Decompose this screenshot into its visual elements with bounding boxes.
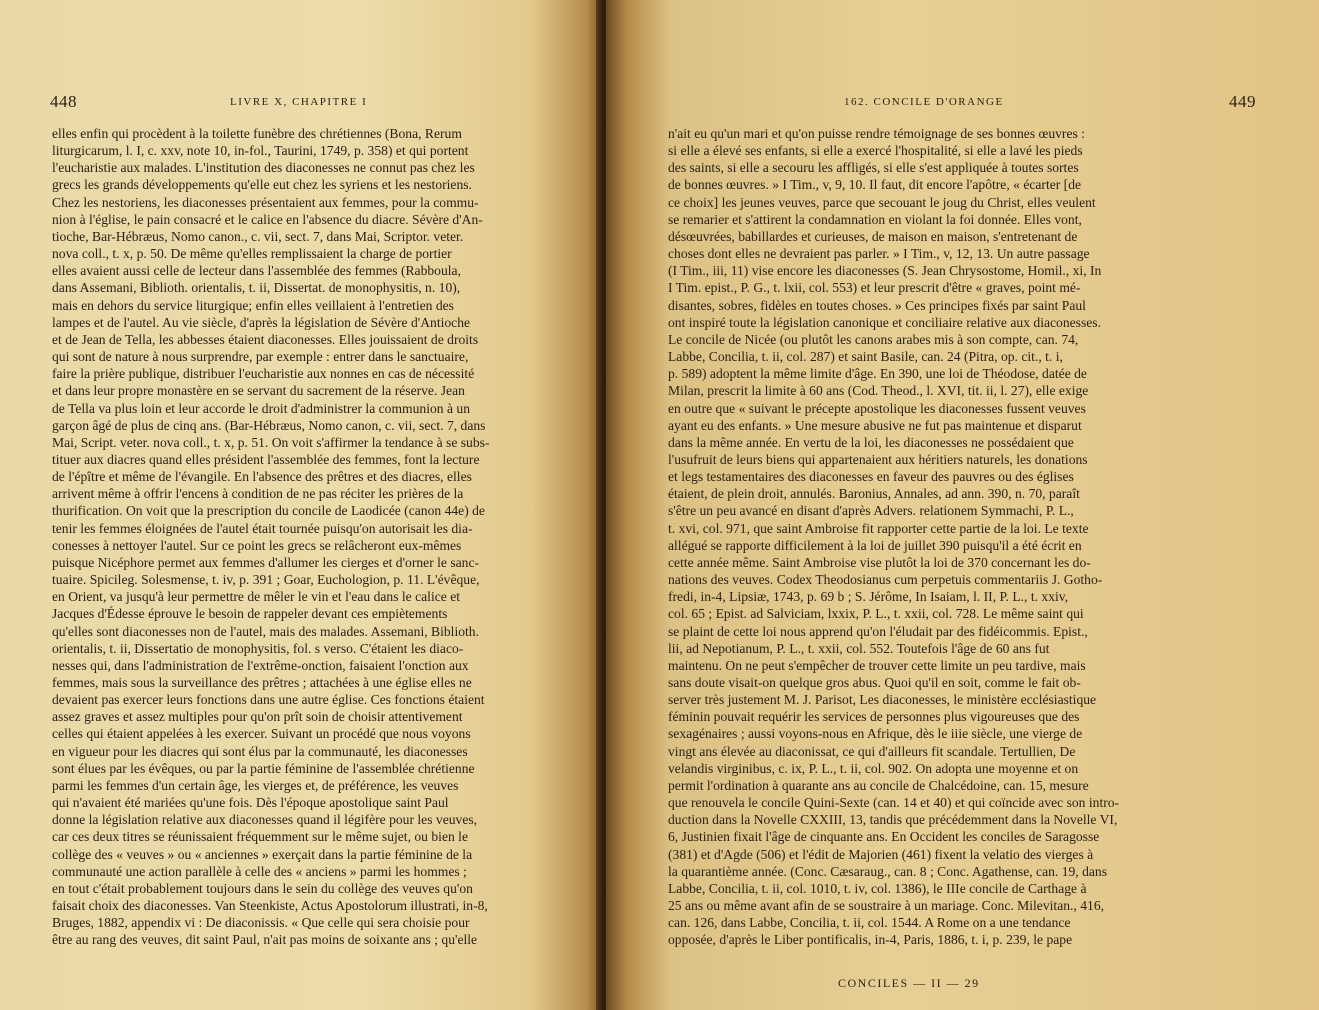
text-line: communauté une action parallèle à celle des « anciens » parmi les hommes ; — [52, 863, 467, 879]
text-line: s'être un peu avancé en disant d'après Advers. relationem Symmachi, P. L., — [668, 503, 1074, 519]
text-line: arrivent même à offrir l'encens à condition de ne pas réciter les prières de la — [52, 486, 464, 502]
text-line: de Tella va plus loin et leur accorde le droit d'administrer la communion à un — [52, 400, 470, 416]
text-line: de bonnes œuvres. » I Tim., v, 9, 10. Il faut, dit encore l'apôtre, « écarter [de — [668, 177, 1082, 193]
left-page-header — [50, 92, 570, 114]
text-line: t. xvi, col. 971, que saint Ambroise fit rapporter cette partie de la loi. Le texte — [668, 520, 1089, 536]
text-line: féminin pouvait requérir les services de personnes plus vigoureuses que des — [668, 709, 1080, 725]
text-line: lii, ad Nepotianum, P. L., t. xxii, col. 552. Toutefois l'âge de 60 ans fut — [668, 640, 1050, 656]
signature-footer: CONCILES — II — 29 — [838, 976, 980, 990]
text-line: tituer aux diacres quand elles président l'assemblée des femmes, font la lecture — [52, 451, 480, 467]
text-line: Labbe, Concilia, t. ii, col. 287) et saint Basile, can. 24 (Pitra, op. cit., t. i, — [668, 349, 1063, 365]
text-line: faire la prière publique, distribuer l'eucharistie aux nonnes en cas de nécessité — [52, 366, 475, 382]
text-line: femmes, mais sous la surveillance des prêtres ; attachées à une église elles ne — [52, 675, 472, 690]
text-line: fredi, in-4, Lipsiæ, 1743, p. 69 b ; S. Jérôme, In Isaiam, l. II, P. L., t. xxiv, — [668, 589, 1069, 605]
text-line: choses dont elles ne devraient pas parler. » I Tim., v, 12, 13. Un autre passage — [668, 246, 1090, 262]
text-line: dans la même année. En vertu de la loi, les diaconesses ne possédaient que — [668, 434, 1074, 450]
text-line: de l'épître et même de l'évangile. En l'absence des prêtres et des diacres, elles — [52, 469, 472, 485]
text-line: (381) et d'Agde (506) et l'édit de Majorien (461) fixent la velatio des vierges à — [668, 846, 1094, 862]
text-line: garçon âgé de plus de cinq ans. (Bar-Hébræus, Nomo canon, c. vii, sect. 7, dans — [52, 417, 486, 433]
text-line: tenir les femmes éloignées de l'autel était tournée puisqu'on autorisait les dia- — [52, 520, 473, 536]
text-line: n'ait eu qu'un mari et qu'on puisse rendre témoignage de ses bonnes œuvres : — [668, 126, 1085, 141]
text-line: Bruges, 1882, appendix vi : De diaconissis. « Que celle qui sera choisie pour — [52, 915, 470, 931]
text-line: l'eucharistie aux malades. L'institution des diaconesses ne connut pas chez les — [52, 160, 475, 176]
text-line: des saints, si elle a secouru les affligés, si elle s'est appliquée à toutes sortes — [668, 160, 1079, 176]
text-line: permit l'ordination à quarante ans au concile de Chalcédoine, can. 15, mesure — [668, 777, 1089, 793]
text-line: nion à l'église, le pain consacré et le calice en l'absence du diacre. Sévère d'An- — [52, 211, 483, 227]
text-line: conesses à nettoyer l'autel. Sur ce point les grecs se relâcheront eux-mêmes — [52, 537, 462, 553]
right-page-body — [668, 125, 1258, 949]
text-line: server très justement M. J. Parisot, Les diaconesses, le ministère ecclésiastique — [668, 692, 1097, 708]
text-line: disantes, sobres, fidèles en toutes choses. » Ces principes fixés par saint Paul — [668, 297, 1086, 313]
running-head: LIVRE X, CHAPITRE I — [230, 96, 368, 108]
text-line: cette année même. Saint Ambroise vise plutôt la loi de 370 concernant les do- — [668, 554, 1091, 570]
text-line: maintenu. On ne peut s'empêcher de trouver cette limite un peu tardive, mais — [668, 657, 1086, 673]
text-line: puisque Nicéphore permet aux femmes d'allumer les cierges et d'orner le sanc- — [52, 554, 480, 570]
text-line: se plaint de cette loi nous apprend qu'on l'éludait par des fidéicommis. Epist., — [668, 623, 1088, 639]
text-line: opposée, d'après le Liber pontificalis, in-4, Paris, 1886, t. i, p. 239, le pape — [668, 932, 1073, 948]
text-line: et dans leur propre monastère en se servant du sacrement de la réserve. Jean — [52, 383, 465, 399]
text-line: que renouvela le concile Quini-Sexte (can. 14 et 40) et qui coïncide avec son intro- — [668, 795, 1120, 811]
text-line: assez graves et assez multiples pour qu'on prît soin de choisir attentivement — [52, 709, 463, 725]
text-line: devaient pas exercer leurs fonctions dans une autre église. Ces fonctions étaient — [52, 692, 485, 708]
text-line: orientalis, t. ii, Dissertatio de monophysitis, fol. s verso. C'étaient les diaco- — [52, 640, 464, 656]
text-line: elles avaient aussi celle de lecteur dans l'assemblée des femmes (Rabboula, — [52, 263, 461, 279]
text-line: se remarier et s'attirent la condamnation en violant la foi donnée. Elles vont, — [668, 211, 1082, 227]
text-line: allégué se rapporte difficilement à la loi de juillet 390 puisqu'il a été écrit en — [668, 537, 1082, 553]
text-line: donne la législation relative aux diaconesses quand il légifère pour les veuves, — [52, 812, 478, 828]
text-line: désœuvrées, babillardes et curieuses, de maison en maison, s'entretenant de — [668, 228, 1078, 244]
text-line: et de Jean de Tella, les abbesses étaient diaconesses. Elles jouissaient de droits — [52, 331, 479, 347]
text-line: parmi les femmes d'un certain âge, les vierges et, de préférence, les veuves — [52, 777, 459, 793]
text-line: nova coll., t. x, p. 50. De même qu'elles remplissaient la charge de portier — [52, 246, 452, 262]
text-line: faisait choix des diaconesses. Van Steenkiste, Actus Apostolorum illustrati, in-8, — [52, 898, 488, 914]
text-line: mais en dehors du service liturgique; enfin elles veillaient à l'entretien des — [52, 297, 454, 313]
text-line: en tout c'était probablement toujours dans le sein du collège des veuves qu'on — [52, 880, 473, 896]
text-line: qui n'avaient été mariées qu'une fois. Dès l'époque apostolique saint Paul — [52, 795, 449, 811]
text-line: 25 ans ou même avant afin de se soustraire à un mariage. Conc. Milevitan., 416, — [668, 898, 1105, 914]
text-line: étaient, de plein droit, annulés. Baronius, Annales, ad ann. 390, n. 70, paraît — [668, 486, 1080, 502]
text-line: Le concile de Nicée (ou plutôt les canons arabes mis à son compte, can. 74, — [668, 331, 1079, 347]
text-line: (I Tim., iii, 11) vise encore les diaconesses (S. Jean Chrysostome, Homil., xi, In — [668, 263, 1102, 279]
text-line: thurification. On voit que la prescription du concile de Laodicée (canon 44e) de — [52, 503, 485, 519]
left-page-body — [52, 125, 570, 949]
text-line: et legs testamentaires des diaconesses en faveur des pauvres ou des églises — [668, 469, 1074, 485]
text-line: si elle a élevé ses enfants, si elle a exercé l'hospitalité, si elle a lavé les pieds — [668, 143, 1083, 159]
text-line: sont élues par les évêques, ou par la partie féminine de l'assemblée chrétienne — [52, 760, 475, 776]
text-line: lampes et de l'autel. Au vie siècle, d'après la législation de Sévère d'Antioche — [52, 314, 471, 330]
text-line: 6, Justinien fixait l'âge de cinquante ans. En Occident les conciles de Saragosse — [668, 829, 1100, 845]
text-line: être au rang des veuves, dit saint Paul, n'ait pas moins de soixante ans ; qu'elle — [52, 932, 478, 948]
text-line: en outre que « suivant le précepte apostolique les diaconesses fussent veuves — [668, 400, 1086, 416]
right-page — [606, 0, 1319, 1010]
text-line: en vigueur pour les diacres qui sont élus par la communauté, les diaconesses — [52, 743, 468, 759]
text-line: en Orient, va jusqu'à leur permettre de mêler le vin et l'eau dans le calice et — [52, 589, 460, 605]
text-line: qu'elles sont diaconesses non de l'autel, mais des malades. Assemani, Biblioth. — [52, 623, 479, 639]
text-line: Milan, prescrit la limite à 60 ans (Cod. Theod., l. XVI, tit. ii, l. 27), elle exige — [668, 383, 1089, 399]
text-line: Labbe, Concilia, t. ii, col. 1010, t. iv, col. 1386), le IIIe concile de Carthage à — [668, 880, 1087, 896]
text-line: car ces deux titres se réunissaient fréquemment sur le même sujet, ou bien le — [52, 829, 468, 845]
text-line: elles enfin qui procèdent à la toilette funèbre des chrétiennes (Bona, Rerum — [52, 126, 462, 141]
text-line: ayant eu des enfants. » Une mesure abusive ne fut pas maintenue et disparut — [668, 417, 1082, 433]
text-line: velandis virginibus, c. ix, P. L., t. ii, col. 902. On adopta une moyenne et on — [668, 760, 1079, 776]
left-page — [0, 0, 604, 1010]
text-line: p. 589) adoptent la même limite d'âge. En 390, une loi de Théodose, datée de — [668, 366, 1087, 382]
text-line: nesses qui, dans l'administration de l'extrême-onction, faisaient l'onction aux — [52, 657, 469, 673]
text-line: qui sont de nature à nous surprendre, par exemple : entrer dans le sanctuaire, — [52, 349, 469, 365]
text-line: I Tim. epist., P. G., t. lxii, col. 553) et leur prescrit d'être « graves, point mé- — [668, 280, 1081, 296]
text-line: col. 65 ; Epist. ad Salviciam, lxxix, P. L., t. xxii, col. 728. Le même saint qui — [668, 606, 1084, 622]
text-line: dans Assemani, Biblioth. orientalis, t. ii, Dissertat. de monophysitis, n. 10), — [52, 280, 461, 296]
right-page-header — [666, 92, 1256, 114]
text-line: l'usufruit de leurs biens qui appartenaient aux héritiers naturels, les donations — [668, 451, 1088, 467]
text-line: tioche, Bar-Hébræus, Nomo canon., c. vii, sect. 7, dans Mai, Scriptor. veter. — [52, 228, 464, 244]
page-number: 449 — [1229, 92, 1256, 111]
text-line: nations des veuves. Codex Theodosianus cum perpetuis commentariis J. Gotho- — [668, 572, 1103, 588]
text-line: grecs les grands développements qu'elle eut chez les syriens et les nestoriens. — [52, 177, 472, 193]
running-head: 162. CONCILE D'ORANGE — [844, 96, 1004, 108]
text-line: la quarantième année. (Conc. Cæsaraug., can. 8 ; Conc. Agathense, can. 19, dans — [668, 863, 1108, 879]
text-line: vingt ans élevée au diaconissat, ce qui d'ailleurs fit scandale. Tertullien, De — [668, 743, 1076, 759]
text-line: duction dans la Novelle CXXIII, 13, tandis que précédemment dans la Novelle VI, — [668, 812, 1118, 828]
text-line: celles qui étaient appelées à les exercer. Suivant un procédé que nous voyons — [52, 726, 471, 742]
text-line: sans doute visait-on quelque gros abus. Quoi qu'il en soit, comme le fait ob- — [668, 675, 1081, 690]
text-line: Mai, Script. veter. nova coll., t. x, p. 51. On voit s'affirmer la tendance à se subs- — [52, 434, 490, 450]
text-line: liturgicarum, l. I, c. xxv, note 10, in-fol., Taurini, 1749, p. 358) et qui portent — [52, 143, 469, 159]
text-line: Chez les nestoriens, les diaconesses présentaient aux femmes, pour la commu- — [52, 194, 479, 210]
text-line: can. 126, dans Labbe, Concilia, t. ii, col. 1544. A Rome on a une tendance — [668, 915, 1071, 931]
text-line: Jacques d'Édesse éprouve le besoin de rappeler devant ces empiètements — [52, 606, 448, 622]
text-line: ont inspiré toute la législation canonique et conciliaire relative aux diaconesses. — [668, 314, 1101, 330]
text-line: ce choix] les jeunes veuves, parce que secouant le joug du Christ, elles veulent — [668, 194, 1096, 210]
page-number: 448 — [50, 92, 77, 111]
text-line: tuaire. Spicileg. Solesmense, t. iv, p. 391 ; Goar, Euchologion, p. 11. L'évêque, — [52, 572, 480, 588]
text-line: collège des « veuves » ou « anciennes » exerçait dans la partie féminine de la — [52, 846, 473, 862]
text-line: sexagénaires ; aussi voyons-nous en Afrique, dès le iiie siècle, une vierge de — [668, 726, 1083, 742]
